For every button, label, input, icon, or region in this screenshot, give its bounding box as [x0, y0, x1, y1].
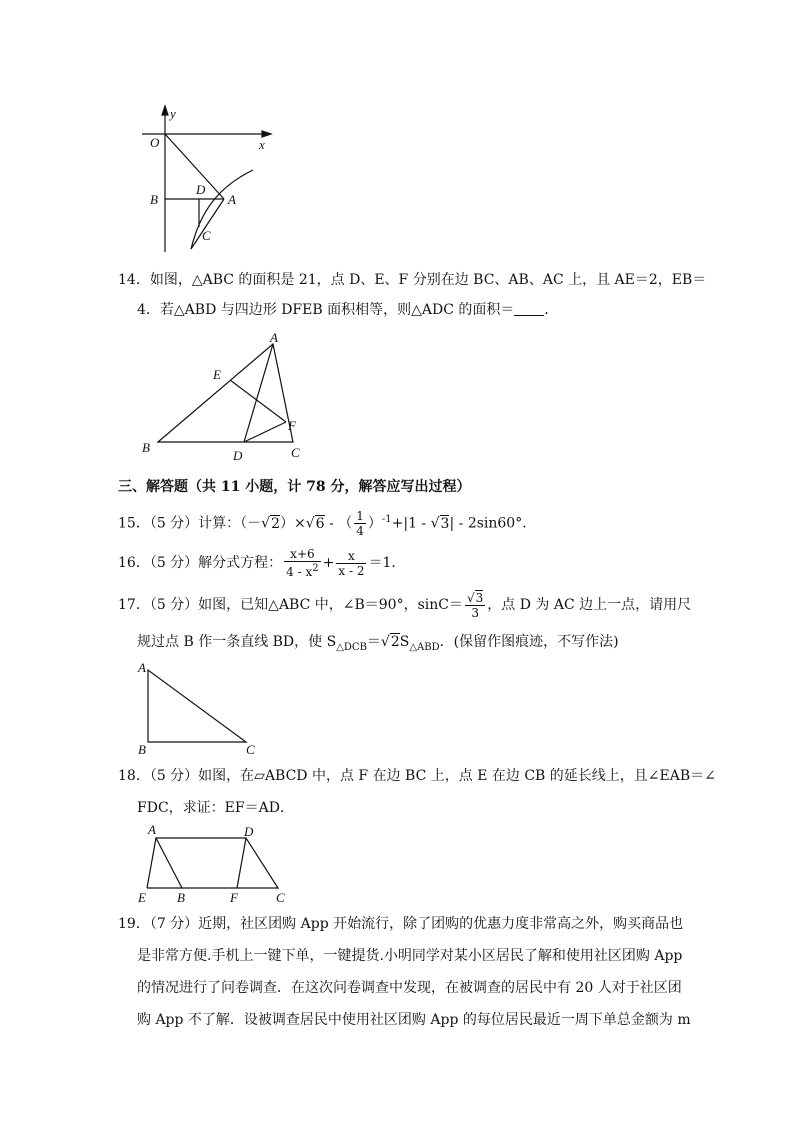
triangle-ABC — [158, 344, 293, 442]
q17-frac-num-text: 3 — [475, 590, 484, 605]
label-B: B — [138, 742, 146, 757]
segment-OA — [165, 134, 224, 199]
label-C: C — [291, 445, 300, 460]
q17-line2: 规过点 B 作一条直线 BD，使 $S_{\triangle DCB}=√2S_{\triangle ABD}$．(保留作图痕迹，不写作法) — [137, 634, 619, 653]
section3-title: 三、解答题（共 11 小题，计 78 分，解答应写出过程） — [118, 479, 471, 495]
q16-f1-exp: 2 — [312, 563, 319, 574]
q14-line1: 14．如图，△ABC 的面积是 21，点 D、E、F 分别在边 BC、AB、AC 上，且 AE＝2，EB＝ — [118, 272, 707, 288]
label-A: A — [228, 192, 236, 207]
q19-line2: 是非常方便.手机上一键下单，一键提货.小明同学对某小区居民了解和使用社区团购 App — [137, 948, 683, 964]
q17-suffix1: ，点 D 为 AC 边上一点，请用尺 — [487, 597, 692, 613]
q15-prefix: 15．（5 分）计算：（－ — [118, 515, 262, 532]
q15-part3: - （ — [324, 515, 353, 532]
q18-line1: 18．（5 分）如图，在▱ABCD 中，点 F 在边 BC 上，点 E 在边 CB 的延长线上，且∠EAB＝∠ — [118, 768, 716, 784]
q17-s2: S — [399, 634, 410, 650]
segment-DF — [244, 422, 286, 442]
label-O: O — [150, 135, 160, 150]
q16-f1-num: x+6 — [284, 547, 320, 562]
label-C: C — [246, 742, 255, 757]
label-A: A — [270, 332, 278, 345]
q17-frac-num: √3 — [466, 590, 484, 605]
label-C: C — [202, 228, 211, 243]
q17-sub2: △ABD — [409, 641, 440, 653]
q17-sub1: △DCB — [336, 641, 367, 653]
y-axis-arrow — [162, 106, 168, 115]
label-x: x — [259, 137, 265, 152]
q16-plus: + — [322, 555, 335, 571]
q15-sqrt3: 3 — [440, 515, 450, 532]
q15-fraction — [354, 509, 366, 538]
label-C: C — [276, 890, 285, 905]
q15-frac-num: 1 — [356, 509, 364, 524]
segment-DF — [237, 838, 246, 888]
q19-line1: 19．（7 分）近期，社区团购 App 开始流行，除了团购的优惠力度非常高之外，购买商品也 — [118, 916, 684, 932]
q14-line2-end: ． — [544, 302, 559, 318]
q13-figure — [138, 102, 278, 257]
q16-fraction2 — [336, 549, 366, 578]
q16-fraction1 — [284, 547, 320, 579]
label-y: y — [170, 106, 176, 121]
q17-line2-end: ．(保留作图痕迹，不写作法) — [439, 634, 619, 650]
label-A: A — [148, 822, 156, 837]
triangle-ABC — [148, 670, 246, 742]
label-A: A — [138, 660, 146, 675]
q17-sqrt2: 2 — [390, 634, 400, 650]
q16-f2-num: x — [336, 549, 366, 564]
label-B: B — [177, 890, 185, 905]
q16-f2-den: x - 2 — [338, 563, 365, 578]
label-D: D — [244, 824, 254, 839]
parallelogram-ABCD — [156, 838, 278, 888]
q15-part6: | - 2sin60°． — [449, 515, 537, 532]
q15: 15．（5 分）计算：（－√2）×√6 - （ $\frac{1}{4}$ ）$^{-1}$+|1 - √3| - 2sin60°． — [118, 509, 537, 539]
label-E: E — [213, 367, 221, 382]
q14-answer-blank[interactable] — [514, 301, 544, 316]
segment-AE — [147, 838, 156, 888]
q17-figure — [134, 658, 264, 758]
q17-line1 — [118, 588, 691, 622]
q18-line2: FDC，求证：EF＝AD． — [137, 800, 294, 816]
q17-eq: ＝ — [366, 634, 381, 650]
q16-f1-den — [284, 562, 320, 579]
q16-prefix: 16．（5 分）解分式方程： — [118, 555, 283, 571]
label-D: D — [196, 182, 206, 197]
q15-part2: ）× — [280, 515, 306, 532]
q16-suffix: ＝1． — [368, 555, 406, 571]
q15-sqrt6: 6 — [315, 515, 325, 532]
q17-prefix: 17．（5 分）如图，已知△ABC 中，∠B＝90°，sinC＝ — [118, 597, 463, 613]
q14-line2-text: 4．若△ABD 与四边形 DFEB 面积相等，则△ADC 的面积＝ — [137, 302, 515, 318]
q14-line2 — [137, 300, 558, 320]
q16-f1-den-text: 4 - x — [286, 565, 313, 579]
segment-AD — [244, 344, 273, 442]
label-B: B — [142, 440, 150, 455]
label-F: F — [288, 418, 296, 433]
label-B: B — [150, 192, 158, 207]
q16 — [118, 546, 405, 580]
q15-part5: +|1 - — [391, 515, 431, 532]
q15-part4: ） — [367, 515, 382, 532]
q17-frac-den: 3 — [471, 605, 479, 620]
q19-line4: 购 App 不了解．设被调查居民中使用社区团购 App 的每位居民最近一周下单总金额为 m — [137, 1012, 691, 1028]
segment-EF — [230, 380, 286, 422]
label-D: D — [233, 448, 243, 463]
q14-figure — [138, 332, 308, 464]
q18-figure — [134, 822, 294, 906]
label-E: E — [138, 890, 146, 905]
q17-line2-start: 规过点 B 作一条直线 BD，使 S — [137, 634, 337, 650]
q15-sqrt2: 2 — [271, 515, 281, 532]
q17-fraction — [465, 591, 485, 620]
q15-exponent: -1 — [381, 514, 392, 525]
q19-line3: 的情况进行了问卷调查．在这次问卷调查中发现，在被调查的居民中有 20 人对于社区团 — [137, 980, 682, 996]
q15-frac-den: 4 — [356, 524, 364, 539]
label-F: F — [230, 890, 238, 905]
